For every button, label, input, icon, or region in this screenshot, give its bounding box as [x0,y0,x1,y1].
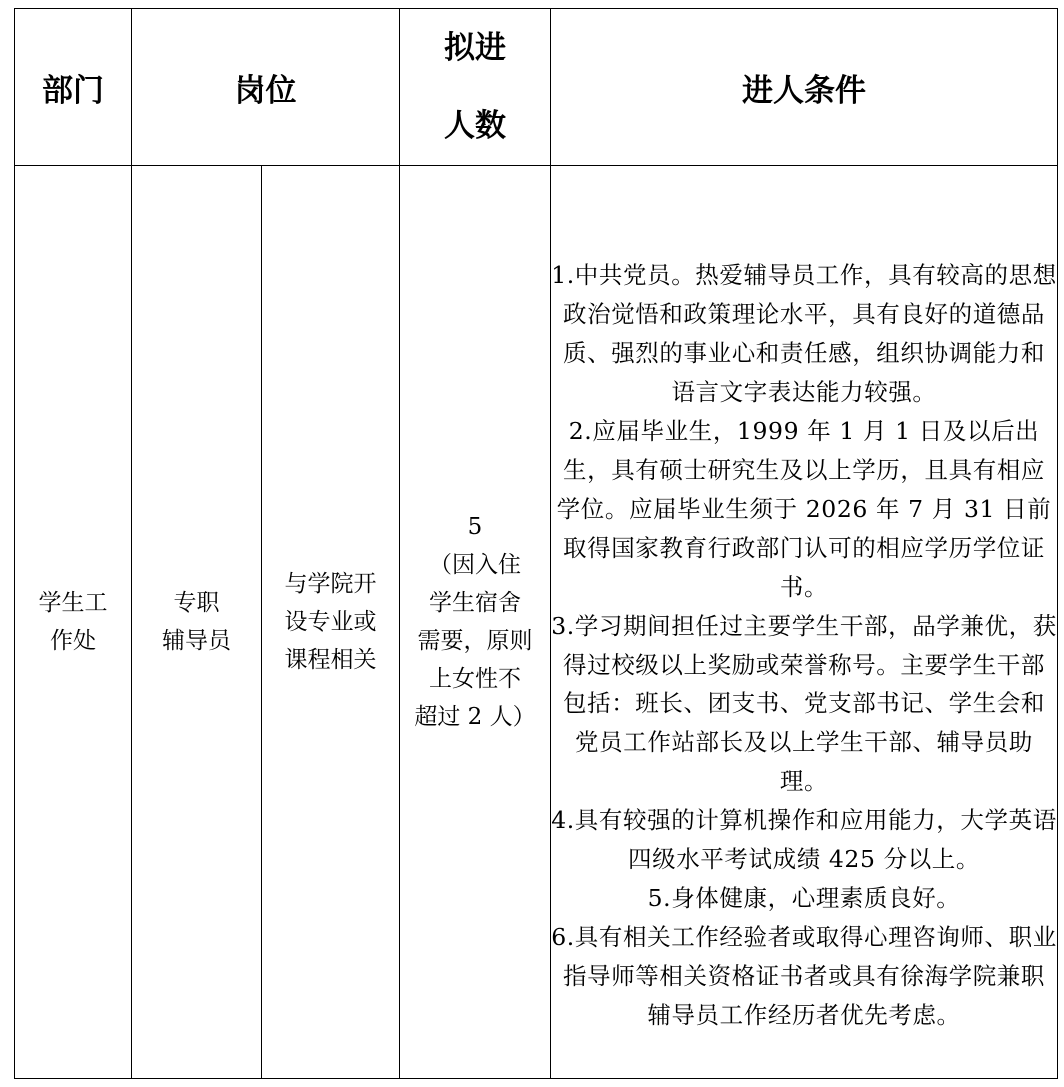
conditions-cell [551,166,1058,1079]
post-line: 专职 [173,590,220,616]
header-headcount [400,9,551,166]
header-headcount-line2: 人数 [444,108,506,144]
dept-line: 学生工 [38,590,108,616]
condition-item: 4.具有较强的计算机操作和应用能力，大学英语四级水平考试成绩 425 分以上。 [551,806,1057,874]
conditions-list [551,209,1057,1034]
header-headcount-line1: 拟进 [444,30,506,66]
headcount-note-line: 上女性不 [429,666,521,692]
headcount-note-line: 需要，原则 [417,628,533,654]
header-conditions: 进人条件 [551,9,1058,166]
major-cell [262,166,400,1079]
headcount-note-line: 超过 2 人） [414,704,536,730]
major-line: 与学院开 [284,571,377,597]
dept-cell [15,166,132,1079]
table-row [15,166,1058,1079]
header-position: 岗位 [132,9,400,166]
post-line: 辅导员 [162,628,231,654]
headcount-value: 5 [467,514,483,540]
condition-item: 6.具有相关工作经验者或取得心理咨询师、职业指导师等相关资格证书者或具有徐海学院兼职辅导员工作经历者优先考虑。 [551,922,1057,1029]
major-line: 设专业或 [284,609,377,635]
condition-item: 1.中共党员。热爱辅导员工作，具有较高的思想政治觉悟和政策理论水平，具有良好的道德品质、强烈的事业心和责任感，组织协调能力和语言文字表达能力较强。 [551,261,1057,407]
dept-line: 作处 [50,628,96,654]
header-row [15,9,1058,166]
header-dept: 部门 [15,9,132,166]
headcount-note-line: 学生宿舍 [429,590,521,616]
condition-item: 5.身体健康，心理素质良好。 [647,883,961,912]
headcount-cell [400,166,551,1079]
recruitment-table [14,8,1058,1079]
post-cell [132,166,262,1079]
major-line: 课程相关 [284,647,377,673]
condition-item: 3.学习期间担任过主要学生干部，品学兼优，获得过校级以上奖励或荣誉称号。主要学生干部包括：班长、团支书、党支部书记、学生会和党员工作站部长及以上学生干部、辅导员助理。 [551,611,1057,796]
condition-item: 2.应届毕业生，1999 年 1 月 1 日及以后出生，具有硕士研究生及以上学历，且具有相应学位。应届毕业生须于 2026 年 7 月 31 日前取得国家教育行政部门认可的相应学历学位证书。 [556,417,1052,601]
headcount-note-line: （因入住 [429,552,521,578]
